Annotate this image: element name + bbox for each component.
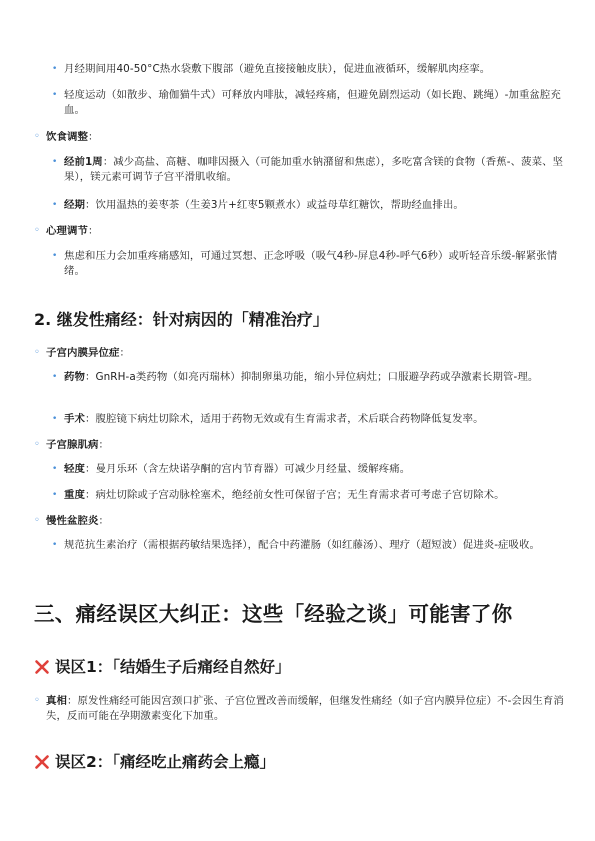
item-text: ：饮用温热的姜枣茶（生姜3片+红枣5颗煮水）或益母草红糖饮，帮助经血排出。 bbox=[84, 199, 464, 211]
bullet-icon: ◦ bbox=[34, 695, 40, 706]
myth-title: 误区2：「痛经吃止痛药会上瘾」 bbox=[55, 753, 276, 771]
list-item bbox=[52, 88, 568, 118]
myth-heading bbox=[34, 751, 275, 773]
adeno-label: 子宫腺肌病 bbox=[46, 439, 99, 451]
bullet-icon: • bbox=[52, 90, 58, 100]
truth-text: ：原发性痛经可能因宫颈口扩张、子宫位置改善而缓解，但继发性痛经（如子宫内膜异位症）不-会因生育消失，反而可能在孕期激素变化下加重。 bbox=[46, 695, 564, 722]
list-item bbox=[52, 62, 568, 77]
endo-label: 子宫内膜异位症 bbox=[46, 347, 120, 359]
adeno-heading: ◦ 子宫腺肌病： bbox=[34, 439, 109, 451]
bullet-icon: • bbox=[52, 540, 58, 550]
endo-heading: ◦ 子宫内膜异位症： bbox=[34, 347, 130, 359]
list-item-text: 月经期间用40-50°C热水袋敷下腹部（避免直接接触皮肤），促进血液循环，缓解肌肉痉挛。 bbox=[64, 63, 491, 75]
bullet-icon: ◦ bbox=[34, 515, 40, 526]
list-item bbox=[52, 538, 568, 553]
section-heading: 三、痛经误区大纠正：这些「经验之谈」可能害了你 bbox=[34, 602, 513, 626]
bullet-icon: ◦ bbox=[34, 347, 40, 358]
item-label: 重度 bbox=[64, 489, 85, 501]
list-item bbox=[52, 488, 568, 503]
bullet-icon: ◦ bbox=[34, 131, 40, 142]
item-text: ：曼月乐环（含左炔诺孕酮的宫内节育器）可减少月经量、缓解疼痛。 bbox=[84, 463, 411, 475]
item-text: ：减少高盐、高糖、咖啡因摄入（可能加重水钠潴留和焦虑），多吃富含镁的食物（香蕉-、菠菜、坚果），镁元素可调节子宫平滑肌收缩。 bbox=[64, 156, 564, 183]
bullet-icon: ◦ bbox=[34, 225, 40, 236]
bullet-icon: • bbox=[52, 372, 58, 382]
item-text: ：腹腔镜下病灶切除术，适用于药物无效或有生育需求者，术后联合药物降低复发率。 bbox=[84, 413, 484, 425]
diet-heading: ◦ 饮食调整： bbox=[34, 131, 99, 143]
item-label: 经前1周 bbox=[64, 156, 103, 168]
myth-title: 误区1：「结婚生子后痛经自然好」 bbox=[55, 658, 291, 676]
bullet-icon: • bbox=[52, 157, 58, 167]
myth-heading bbox=[34, 656, 291, 678]
item-text: ：GnRH-a类药物（如亮丙瑞林）抑制卵巢功能，缩小异位病灶；口服避孕药或孕激素长期管-理。 bbox=[84, 371, 539, 383]
item-text: ：病灶切除或子宫动脉栓塞术，绝经前女性可保留子宫；无生育需求者可考虑子宫切除术。 bbox=[84, 489, 505, 501]
item-label: 手术 bbox=[64, 413, 85, 425]
list-item bbox=[52, 249, 568, 279]
list-item-text: 焦虑和压力会加重疼痛感知，可通过冥想、正念呼吸（吸气4秒-屏息4秒-呼气6秒）或听轻音乐缓-解紧张情绪。 bbox=[64, 250, 558, 277]
psych-heading: ◦ 心理调节： bbox=[34, 225, 99, 237]
item-label: 经期 bbox=[64, 199, 85, 211]
section-heading: 2. 继发性痛经：针对病因的「精准治疗」 bbox=[34, 310, 329, 329]
list-item bbox=[34, 694, 566, 724]
truth-label: 真相 bbox=[46, 695, 67, 707]
bullet-icon: • bbox=[52, 464, 58, 474]
bullet-icon: • bbox=[52, 490, 58, 500]
list-item bbox=[52, 370, 568, 385]
bullet-icon: • bbox=[52, 64, 58, 74]
item-label: 药物 bbox=[64, 371, 85, 383]
x-mark-icon bbox=[34, 659, 50, 675]
item-label: 轻度 bbox=[64, 463, 85, 475]
bullet-icon: • bbox=[52, 414, 58, 424]
pid-label: 慢性盆腔炎 bbox=[46, 515, 99, 527]
diet-label: 饮食调整 bbox=[46, 131, 88, 143]
list-item bbox=[52, 155, 568, 185]
bullet-icon: • bbox=[52, 200, 58, 210]
list-item bbox=[52, 412, 568, 427]
list-item-text: 规范抗生素治疗（需根据药敏结果选择），配合中药灌肠（如红藤汤）、理疗（超短波）促进炎-症吸收。 bbox=[64, 539, 541, 551]
x-mark-icon bbox=[34, 754, 50, 770]
list-item bbox=[52, 462, 568, 477]
list-item-text: 轻度运动（如散步、瑜伽猫牛式）可释放内啡肽，减轻疼痛，但避免剧烈运动（如长跑、跳绳）-加重盆腔充血。 bbox=[64, 89, 561, 116]
list-item bbox=[52, 198, 568, 213]
bullet-icon: • bbox=[52, 251, 58, 261]
bullet-icon: ◦ bbox=[34, 439, 40, 450]
psych-label: 心理调节 bbox=[46, 225, 88, 237]
pid-heading: ◦ 慢性盆腔炎： bbox=[34, 515, 109, 527]
